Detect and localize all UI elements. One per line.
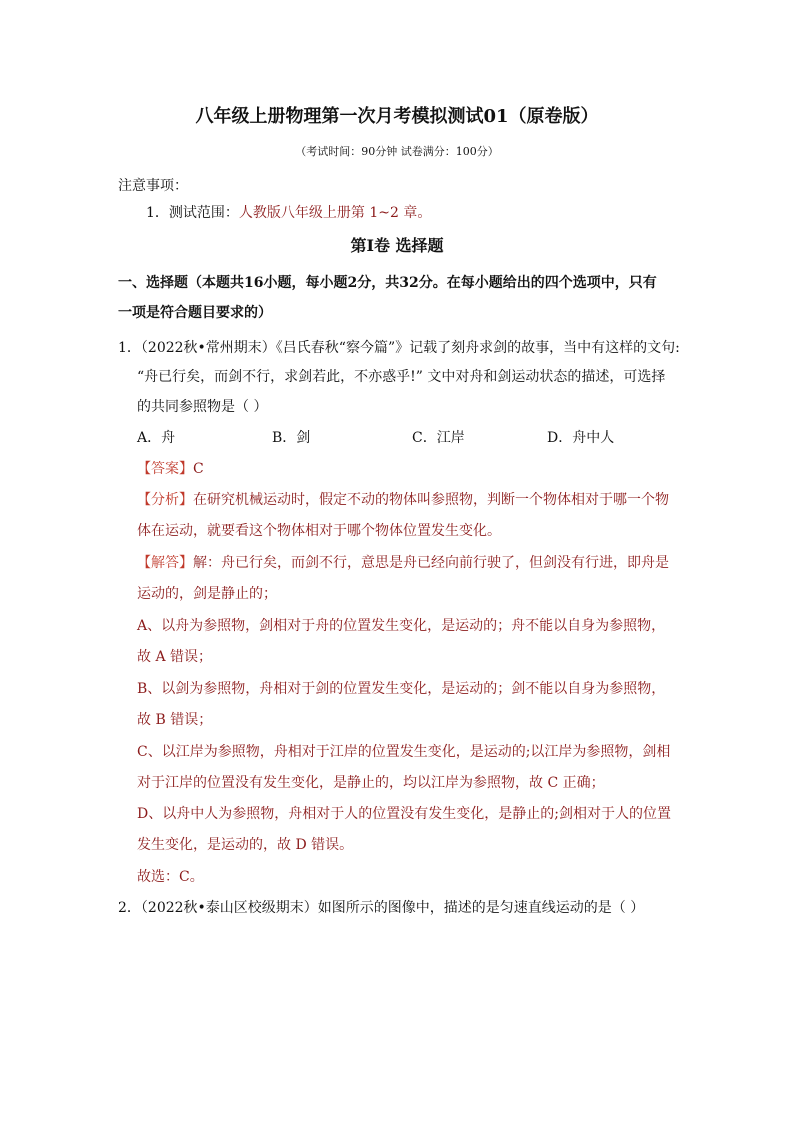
q1-option-d-explain-1: D、以舟中人为参照物，舟相对于人的位置没有发生变化，是静止的;剑相对于人的位置 bbox=[137, 806, 671, 822]
exam-info: （考试时间：90分钟 试卷满分：100分） bbox=[295, 145, 499, 158]
part1-instructions-line2: 一项是符合题目要求的） bbox=[118, 305, 272, 321]
q1-option-a: A．舟 bbox=[137, 430, 176, 446]
q1-analysis-line2: 体在运动，就要看这个物体相对于哪个物体位置发生变化。 bbox=[137, 523, 501, 539]
q1-option-c-explain-1: C、以江岸为参照物，舟相对于江岸的位置发生变化，是运动的;以江岸为参照物，剑相 bbox=[137, 744, 671, 760]
notes-heading: 注意事项： bbox=[118, 178, 188, 194]
q1-analysis-line1 bbox=[137, 490, 669, 510]
q1-stem-line1: 1．（2022秋•常州期末）《吕氏春秋“察今篇”》记载了刻舟求剑的故事，当中有这样的文句: bbox=[118, 340, 680, 356]
q1-option-b-explain-1: B、以剑为参照物，舟相对于剑的位置发生变化，是运动的；剑不能以自身为参照物， bbox=[137, 681, 666, 697]
q1-answer bbox=[137, 459, 204, 479]
q1-option-b-explain-2: 故 B 错误； bbox=[137, 712, 213, 728]
section-title: 第Ⅰ卷 选择题 bbox=[350, 236, 444, 255]
solution-tag: 【解答】 bbox=[137, 555, 193, 571]
q1-option-a-explain-2: 故 A 错误； bbox=[137, 649, 213, 665]
answer-value: C bbox=[193, 461, 204, 477]
analysis-text-1: 在研究机械运动时，假定不动的物体叫参照物，判断一个物体相对于哪一个物 bbox=[193, 492, 669, 508]
notes-item-1-prefix: 1．测试范围： bbox=[146, 205, 239, 221]
q1-solution-line1 bbox=[137, 553, 669, 573]
part1-instructions-line1: 一、选择题（本题共16小题，每小题2分，共32分。在每小题给出的四个选项中，只有 bbox=[118, 275, 657, 291]
q1-option-d-explain-2: 发生变化，是运动的，故 D 错误。 bbox=[137, 837, 354, 853]
analysis-tag: 【分析】 bbox=[137, 492, 193, 508]
page-title: 八年级上册物理第一次月考模拟测试01（原卷版） bbox=[195, 106, 599, 127]
q1-option-c: C．江岸 bbox=[412, 430, 465, 446]
notes-item-1 bbox=[146, 203, 431, 223]
q1-option-d: D．舟中人 bbox=[547, 430, 615, 446]
q1-option-b: B．剑 bbox=[272, 430, 311, 446]
solution-text-1: 解：舟已行矣，而剑不行，意思是舟已经向前行驶了，但剑没有行进，即舟是 bbox=[193, 555, 669, 571]
q1-option-c-explain-2: 对于江岸的位置没有发生变化，是静止的，均以江岸为参照物，故 C 正确； bbox=[137, 775, 605, 791]
notes-item-1-scope: 人教版八年级上册第 1~2 章。 bbox=[238, 205, 432, 221]
q2-stem-line1: 2．（2022秋•泰山区校级期末）如图所示的图像中，描述的是匀速直线运动的是（ ） bbox=[118, 900, 645, 916]
q1-solution-line2: 运动的，剑是静止的； bbox=[137, 586, 277, 602]
q1-stem-line2: “舟已行矣，而剑不行，求剑若此，不亦惑乎!” 文中对舟和剑运动状态的描述，可选择 bbox=[137, 369, 666, 385]
q1-stem-line3: 的共同参照物是（ ） bbox=[137, 399, 268, 415]
q1-conclusion: 故选：C。 bbox=[137, 869, 204, 885]
answer-tag: 【答案】 bbox=[137, 461, 193, 477]
q1-option-a-explain-1: A、以舟为参照物，剑相对于舟的位置发生变化，是运动的；舟不能以自身为参照物， bbox=[137, 618, 666, 634]
